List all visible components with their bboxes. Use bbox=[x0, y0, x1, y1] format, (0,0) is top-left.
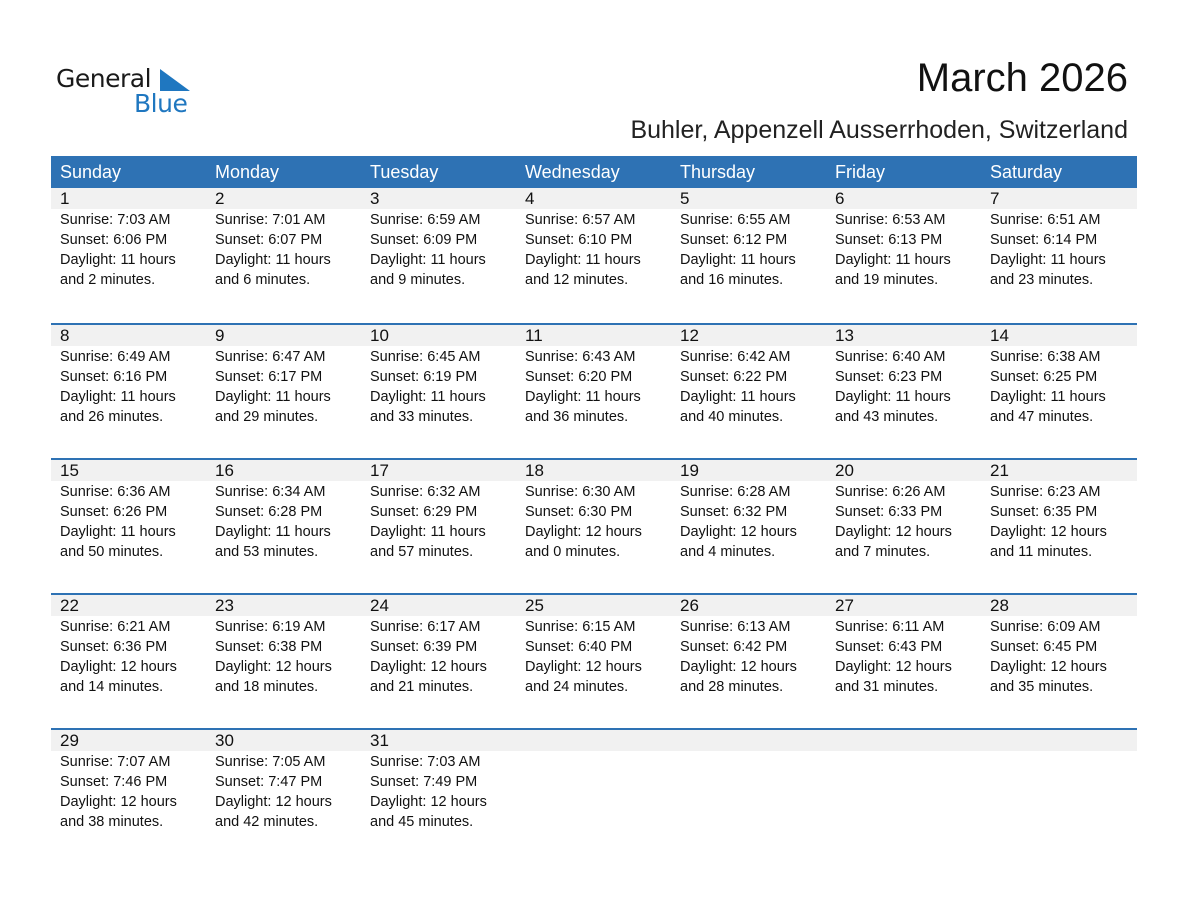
sunset-text: Sunset: 6:35 PM bbox=[990, 504, 1098, 520]
daylight-text: Daylight: 12 hours bbox=[990, 659, 1107, 675]
sunset-text: Sunset: 6:22 PM bbox=[680, 369, 788, 385]
daylight-text: Daylight: 12 hours bbox=[835, 659, 952, 675]
day-info bbox=[990, 482, 1136, 562]
day-number: 3 bbox=[370, 189, 380, 208]
day-number: 17 bbox=[370, 461, 389, 480]
day-info bbox=[215, 752, 361, 832]
sunrise-text: Sunrise: 6:51 AM bbox=[990, 212, 1101, 228]
daylight-text: and 7 minutes. bbox=[835, 544, 931, 560]
day-info bbox=[525, 210, 671, 290]
sunset-text: Sunset: 6:30 PM bbox=[525, 504, 633, 520]
day-info bbox=[680, 347, 826, 427]
daylight-text: Daylight: 11 hours bbox=[525, 252, 641, 268]
daylight-text: and 43 minutes. bbox=[835, 409, 939, 425]
daylight-text: Daylight: 11 hours bbox=[215, 389, 331, 405]
daylight-text: and 21 minutes. bbox=[370, 679, 474, 695]
daylight-text: Daylight: 12 hours bbox=[215, 659, 332, 675]
sunset-text: Sunset: 6:09 PM bbox=[370, 232, 478, 248]
sunset-text: Sunset: 6:23 PM bbox=[835, 369, 943, 385]
day-info bbox=[990, 617, 1136, 697]
daylight-text: and 57 minutes. bbox=[370, 544, 474, 560]
day-number: 13 bbox=[835, 326, 854, 345]
day-info bbox=[60, 482, 206, 562]
daylight-text: Daylight: 11 hours bbox=[60, 389, 176, 405]
sunrise-text: Sunrise: 6:17 AM bbox=[370, 619, 481, 635]
sunset-text: Sunset: 6:36 PM bbox=[60, 639, 168, 655]
daylight-text: and 4 minutes. bbox=[680, 544, 776, 560]
sunset-text: Sunset: 6:26 PM bbox=[60, 504, 168, 520]
daylight-text: Daylight: 12 hours bbox=[370, 794, 487, 810]
day-info bbox=[990, 210, 1136, 290]
daylight-text: Daylight: 12 hours bbox=[835, 524, 952, 540]
sunset-text: Sunset: 6:43 PM bbox=[835, 639, 943, 655]
day-info bbox=[370, 347, 516, 427]
sunset-text: Sunset: 6:40 PM bbox=[525, 639, 633, 655]
day-cell bbox=[981, 460, 1136, 562]
day-info bbox=[215, 482, 361, 562]
sunrise-text: Sunrise: 7:05 AM bbox=[215, 754, 326, 770]
daylight-text: and 33 minutes. bbox=[370, 409, 474, 425]
day-number: 10 bbox=[370, 326, 389, 345]
day-cell bbox=[981, 188, 1136, 290]
daylight-text: Daylight: 12 hours bbox=[60, 659, 177, 675]
day-cell bbox=[51, 188, 206, 290]
sunrise-text: Sunrise: 6:53 AM bbox=[835, 212, 946, 228]
sunset-text: Sunset: 6:38 PM bbox=[215, 639, 323, 655]
sunrise-text: Sunrise: 6:13 AM bbox=[680, 619, 791, 635]
day-cell bbox=[206, 730, 361, 832]
day-cell bbox=[206, 325, 361, 427]
daylight-text: Daylight: 12 hours bbox=[60, 794, 177, 810]
day-number: 20 bbox=[835, 461, 854, 480]
day-info bbox=[370, 617, 516, 697]
sunset-text: Sunset: 6:19 PM bbox=[370, 369, 478, 385]
day-cell bbox=[361, 325, 516, 427]
weekday-tuesday: Tuesday bbox=[370, 162, 439, 182]
daylight-text: and 38 minutes. bbox=[60, 814, 164, 830]
day-cell bbox=[671, 325, 826, 427]
day-info bbox=[215, 210, 361, 290]
sunrise-text: Sunrise: 6:45 AM bbox=[370, 349, 481, 365]
sunrise-text: Sunrise: 6:49 AM bbox=[60, 349, 171, 365]
day-number: 18 bbox=[525, 461, 544, 480]
daylight-text: Daylight: 11 hours bbox=[370, 524, 486, 540]
sunset-text: Sunset: 7:47 PM bbox=[215, 774, 323, 790]
daylight-text: and 11 minutes. bbox=[990, 544, 1093, 560]
sunrise-text: Sunrise: 7:03 AM bbox=[370, 754, 481, 770]
week-row bbox=[51, 188, 1137, 323]
sunrise-text: Sunrise: 6:34 AM bbox=[215, 484, 326, 500]
day-info bbox=[990, 347, 1136, 427]
day-info bbox=[370, 752, 516, 832]
calendar-grid bbox=[51, 156, 1137, 863]
day-number: 28 bbox=[990, 596, 1009, 615]
daylight-text: Daylight: 11 hours bbox=[835, 389, 951, 405]
sunrise-text: Sunrise: 6:36 AM bbox=[60, 484, 171, 500]
sunset-text: Sunset: 6:20 PM bbox=[525, 369, 633, 385]
day-cell bbox=[206, 188, 361, 290]
sunrise-text: Sunrise: 6:42 AM bbox=[680, 349, 791, 365]
daylight-text: Daylight: 12 hours bbox=[525, 524, 642, 540]
day-number: 4 bbox=[525, 189, 535, 208]
day-info bbox=[680, 210, 826, 290]
day-info bbox=[835, 617, 981, 697]
day-cell bbox=[981, 595, 1136, 697]
day-number: 29 bbox=[60, 731, 79, 750]
daylight-text: Daylight: 11 hours bbox=[680, 252, 796, 268]
daylight-text: and 9 minutes. bbox=[370, 272, 466, 288]
day-cell bbox=[51, 730, 206, 832]
sunrise-text: Sunrise: 6:57 AM bbox=[525, 212, 636, 228]
empty-day-cell bbox=[981, 730, 1136, 832]
week-row bbox=[51, 458, 1137, 593]
sunrise-text: Sunrise: 6:11 AM bbox=[835, 619, 945, 635]
daylight-text: Daylight: 11 hours bbox=[680, 389, 796, 405]
sunset-text: Sunset: 6:16 PM bbox=[60, 369, 168, 385]
day-info bbox=[60, 347, 206, 427]
day-info bbox=[835, 210, 981, 290]
daylight-text: Daylight: 12 hours bbox=[525, 659, 642, 675]
weekday-monday: Monday bbox=[215, 162, 280, 182]
day-info bbox=[215, 347, 361, 427]
sunrise-text: Sunrise: 6:09 AM bbox=[990, 619, 1101, 635]
day-number: 7 bbox=[990, 189, 1000, 208]
daylight-text: Daylight: 12 hours bbox=[680, 659, 797, 675]
sunset-text: Sunset: 6:32 PM bbox=[680, 504, 788, 520]
logo-text-blue: Blue bbox=[134, 89, 188, 118]
daylight-text: Daylight: 12 hours bbox=[680, 524, 797, 540]
daylight-text: Daylight: 11 hours bbox=[60, 252, 176, 268]
daylight-text: and 35 minutes. bbox=[990, 679, 1094, 695]
daylight-text: and 2 minutes. bbox=[60, 272, 156, 288]
daylight-text: and 45 minutes. bbox=[370, 814, 474, 830]
week-row bbox=[51, 593, 1137, 728]
day-info bbox=[60, 617, 206, 697]
day-info bbox=[525, 617, 671, 697]
day-cell bbox=[51, 460, 206, 562]
day-cell bbox=[981, 325, 1136, 427]
daylight-text: and 26 minutes. bbox=[60, 409, 164, 425]
day-number: 9 bbox=[215, 326, 225, 345]
sunrise-text: Sunrise: 6:43 AM bbox=[525, 349, 636, 365]
sunset-text: Sunset: 7:46 PM bbox=[60, 774, 168, 790]
day-number: 19 bbox=[680, 461, 699, 480]
sunrise-text: Sunrise: 6:26 AM bbox=[835, 484, 946, 500]
day-cell bbox=[516, 595, 671, 697]
day-cell bbox=[51, 595, 206, 697]
sunrise-text: Sunrise: 6:30 AM bbox=[525, 484, 636, 500]
daylight-text: and 36 minutes. bbox=[525, 409, 629, 425]
sunrise-text: Sunrise: 6:55 AM bbox=[680, 212, 791, 228]
sunset-text: Sunset: 6:07 PM bbox=[215, 232, 323, 248]
sunrise-text: Sunrise: 6:15 AM bbox=[525, 619, 636, 635]
sunrise-text: Sunrise: 6:47 AM bbox=[215, 349, 326, 365]
day-cell bbox=[826, 188, 981, 290]
day-cell bbox=[361, 460, 516, 562]
day-info bbox=[370, 482, 516, 562]
daylight-text: Daylight: 11 hours bbox=[835, 252, 951, 268]
day-info bbox=[835, 347, 981, 427]
sunset-text: Sunset: 6:17 PM bbox=[215, 369, 323, 385]
day-cell bbox=[671, 460, 826, 562]
daylight-text: Daylight: 11 hours bbox=[370, 252, 486, 268]
daylight-text: and 31 minutes. bbox=[835, 679, 939, 695]
sunset-text: Sunset: 6:06 PM bbox=[60, 232, 168, 248]
sunset-text: Sunset: 6:29 PM bbox=[370, 504, 478, 520]
sunset-text: Sunset: 6:12 PM bbox=[680, 232, 788, 248]
weeks-container bbox=[51, 188, 1137, 863]
sunset-text: Sunset: 6:28 PM bbox=[215, 504, 323, 520]
daylight-text: Daylight: 11 hours bbox=[215, 252, 331, 268]
sunrise-text: Sunrise: 6:59 AM bbox=[370, 212, 481, 228]
day-cell bbox=[516, 460, 671, 562]
daylight-text: Daylight: 11 hours bbox=[990, 252, 1106, 268]
sunrise-text: Sunrise: 6:32 AM bbox=[370, 484, 481, 500]
empty-day-cell bbox=[671, 730, 826, 832]
day-number: 16 bbox=[215, 461, 234, 480]
daylight-text: and 42 minutes. bbox=[215, 814, 319, 830]
day-number: 2 bbox=[215, 189, 225, 208]
day-cell bbox=[671, 595, 826, 697]
week-row bbox=[51, 728, 1137, 863]
day-number: 8 bbox=[60, 326, 70, 345]
sunrise-text: Sunrise: 6:38 AM bbox=[990, 349, 1101, 365]
sunrise-text: Sunrise: 7:07 AM bbox=[60, 754, 171, 770]
daylight-text: Daylight: 12 hours bbox=[990, 524, 1107, 540]
daylight-text: Daylight: 12 hours bbox=[215, 794, 332, 810]
day-number: 1 bbox=[60, 189, 70, 208]
day-cell bbox=[361, 188, 516, 290]
daylight-text: and 19 minutes. bbox=[835, 272, 939, 288]
daylight-text: Daylight: 12 hours bbox=[370, 659, 487, 675]
day-number: 15 bbox=[60, 461, 79, 480]
sunrise-text: Sunrise: 6:40 AM bbox=[835, 349, 946, 365]
day-number: 23 bbox=[215, 596, 234, 615]
day-cell bbox=[206, 595, 361, 697]
day-number: 26 bbox=[680, 596, 699, 615]
day-number: 25 bbox=[525, 596, 544, 615]
daylight-text: and 50 minutes. bbox=[60, 544, 164, 560]
daylight-text: Daylight: 11 hours bbox=[525, 389, 641, 405]
day-info bbox=[680, 482, 826, 562]
day-number: 21 bbox=[990, 461, 1009, 480]
weekday-thursday: Thursday bbox=[680, 162, 756, 182]
day-number: 27 bbox=[835, 596, 854, 615]
week-row bbox=[51, 323, 1137, 458]
daylight-text: and 0 minutes. bbox=[525, 544, 621, 560]
day-cell bbox=[516, 325, 671, 427]
daylight-text: and 23 minutes. bbox=[990, 272, 1094, 288]
sunset-text: Sunset: 6:10 PM bbox=[525, 232, 633, 248]
daylight-text: and 24 minutes. bbox=[525, 679, 629, 695]
day-number: 14 bbox=[990, 326, 1009, 345]
daylight-text: and 28 minutes. bbox=[680, 679, 784, 695]
sunset-text: Sunset: 6:33 PM bbox=[835, 504, 943, 520]
sunrise-text: Sunrise: 6:21 AM bbox=[60, 619, 171, 635]
day-cell bbox=[361, 730, 516, 832]
weekday-friday: Friday bbox=[835, 162, 886, 182]
sunset-text: Sunset: 7:49 PM bbox=[370, 774, 478, 790]
logo-triangle-icon bbox=[160, 69, 190, 91]
daylight-text: and 47 minutes. bbox=[990, 409, 1094, 425]
sunset-text: Sunset: 6:45 PM bbox=[990, 639, 1098, 655]
sunset-text: Sunset: 6:25 PM bbox=[990, 369, 1098, 385]
day-number: 31 bbox=[370, 731, 389, 750]
weekday-sunday: Sunday bbox=[60, 162, 122, 182]
sunrise-text: Sunrise: 6:28 AM bbox=[680, 484, 791, 500]
day-info bbox=[525, 347, 671, 427]
day-info bbox=[525, 482, 671, 562]
daylight-text: Daylight: 11 hours bbox=[215, 524, 331, 540]
day-cell bbox=[826, 460, 981, 562]
logo bbox=[56, 64, 196, 120]
logo-text-general: General bbox=[56, 64, 152, 93]
day-info bbox=[60, 210, 206, 290]
sunset-text: Sunset: 6:42 PM bbox=[680, 639, 788, 655]
daylight-text: and 53 minutes. bbox=[215, 544, 319, 560]
page-title: March 2026 bbox=[916, 56, 1128, 100]
daylight-text: Daylight: 11 hours bbox=[60, 524, 176, 540]
day-info bbox=[835, 482, 981, 562]
daylight-text: Daylight: 11 hours bbox=[370, 389, 486, 405]
daylight-text: and 12 minutes. bbox=[525, 272, 629, 288]
day-number: 5 bbox=[680, 189, 690, 208]
weekday-saturday: Saturday bbox=[990, 162, 1063, 182]
sunrise-text: Sunrise: 6:23 AM bbox=[990, 484, 1101, 500]
day-cell bbox=[826, 325, 981, 427]
day-info bbox=[680, 617, 826, 697]
day-cell bbox=[826, 595, 981, 697]
day-info bbox=[60, 752, 206, 832]
daylight-text: and 6 minutes. bbox=[215, 272, 311, 288]
day-cell bbox=[51, 325, 206, 427]
day-number: 24 bbox=[370, 596, 389, 615]
day-number: 30 bbox=[215, 731, 234, 750]
day-cell bbox=[361, 595, 516, 697]
daylight-text: and 14 minutes. bbox=[60, 679, 164, 695]
day-cell bbox=[671, 188, 826, 290]
day-info bbox=[215, 617, 361, 697]
sunrise-text: Sunrise: 6:19 AM bbox=[215, 619, 326, 635]
weekday-header bbox=[51, 156, 1137, 188]
day-number: 12 bbox=[680, 326, 699, 345]
sunrise-text: Sunrise: 7:03 AM bbox=[60, 212, 171, 228]
sunrise-text: Sunrise: 7:01 AM bbox=[215, 212, 326, 228]
empty-day-cell bbox=[516, 730, 671, 832]
sunset-text: Sunset: 6:39 PM bbox=[370, 639, 478, 655]
day-cell bbox=[516, 188, 671, 290]
day-number: 6 bbox=[835, 189, 845, 208]
sunset-text: Sunset: 6:13 PM bbox=[835, 232, 943, 248]
sunset-text: Sunset: 6:14 PM bbox=[990, 232, 1098, 248]
day-number: 22 bbox=[60, 596, 79, 615]
daylight-text: and 29 minutes. bbox=[215, 409, 319, 425]
weekday-wednesday: Wednesday bbox=[525, 162, 620, 182]
location-subtitle: Buhler, Appenzell Ausserrhoden, Switzerland bbox=[630, 116, 1128, 144]
daylight-text: and 40 minutes. bbox=[680, 409, 784, 425]
daylight-text: Daylight: 11 hours bbox=[990, 389, 1106, 405]
day-info bbox=[370, 210, 516, 290]
day-cell bbox=[206, 460, 361, 562]
empty-day-cell bbox=[826, 730, 981, 832]
day-number: 11 bbox=[525, 326, 543, 345]
daylight-text: and 18 minutes. bbox=[215, 679, 319, 695]
daylight-text: and 16 minutes. bbox=[680, 272, 784, 288]
